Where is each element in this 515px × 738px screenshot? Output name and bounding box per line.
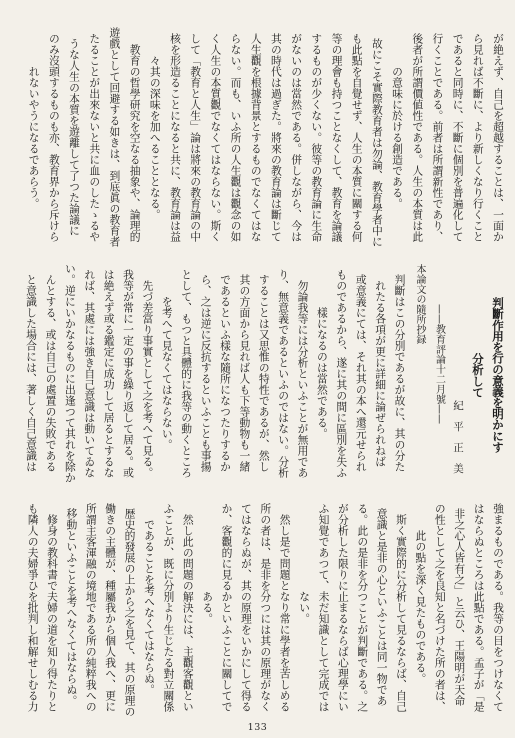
- text-column: を考へて見なくてはならない。: [160, 296, 174, 450]
- text-column: ものであるから、遂に其の間に區別を失ふ: [335, 268, 349, 478]
- text-column: 強まるものである。我等の目をつけなくて: [492, 502, 505, 712]
- text-column: がないのは當然である。併しながら、今は: [290, 32, 304, 242]
- text-column: 先づ差當り事實として之を考へて見る。: [141, 268, 155, 478]
- text-column: することは又思惟の特性であるが、然し: [257, 274, 271, 472]
- article-title: 判斷作用を行の意義を明かにす: [491, 297, 505, 453]
- text-column: 故にこそ實際教育者は勿論、教育學者中に: [370, 27, 384, 247]
- text-column: 非之心人皆有之」と云ひ、王陽明が天命: [453, 508, 467, 706]
- top-tier: [12, 26, 503, 248]
- text-column: 歴史的發展の上から之を見て、其の原理の: [123, 497, 137, 717]
- text-column: 修身の教科書で夫婦の道を知り得たりと: [46, 502, 60, 712]
- text-column: る。此の是非を分つことが判斷である。之: [356, 502, 370, 712]
- middle-tier: [12, 254, 503, 492]
- text-column: うな人生の本質を遊離して了つた論議に: [68, 38, 82, 236]
- text-column: 所の者は、是非を分つには其の原理がなく: [259, 502, 273, 712]
- text-column: 移動といふことを考へなくてはならぬ。: [65, 508, 79, 706]
- author-name: 紀 平 正 美: [452, 400, 464, 474]
- text-column: たることが出來ないと共に血のしたゝるや: [88, 32, 102, 242]
- text-column: が絶えず、自己を超越することは、一面か: [492, 32, 505, 242]
- text-column: り、無意義であるといふのではない。分析: [277, 268, 291, 478]
- text-column: 然し是で問題となり常に學者を苦しめる: [278, 502, 292, 712]
- text-column: ら見れば不斷に、より新しくなり行くこと: [471, 32, 485, 242]
- text-column: 樣になるのは當然である。: [315, 307, 329, 439]
- text-column: も隣人の夫婦爭ひを批判し和解せしむる力: [26, 502, 40, 712]
- text-column: と意識した場合には、著しく自己意識は: [25, 274, 39, 472]
- text-column: 意識と是非の心といふことは同一物であ: [375, 508, 389, 706]
- source-citation: ——教育評論十二月號——: [433, 304, 445, 424]
- text-column: い。逆にいかなるものに出逢つて其れを除か: [63, 263, 77, 483]
- text-column: 其の時代は過ぎた。將來の教育論は斷じて: [269, 32, 283, 242]
- text-column: 人生觀を根據背景とするものでなくてはな: [249, 32, 263, 242]
- text-column: 行くことである。前者は所謂新性であり、: [431, 32, 445, 242]
- text-column: 後者が所謂價値性である。人生の本質は此: [411, 32, 425, 242]
- text-column: 判斷はこの分別であるが故に、其の分た: [393, 274, 407, 472]
- text-column: れないやうになるであらう。: [27, 65, 41, 209]
- text-column: 働きの主體が、種屬我から個人我へ、更に: [104, 502, 118, 712]
- text-column: の意味に於ける創造である。: [391, 65, 405, 209]
- text-column: として、もつと具體的に我等の動くところ: [180, 268, 194, 478]
- text-column: れたる各項が更に詳細に論ぜられねば: [374, 279, 388, 467]
- text-column: 所謂主客渾融の境地である所の純粹我への: [84, 502, 98, 712]
- text-column: か、客觀的に見るかといふことに關してで: [220, 502, 234, 712]
- text-column: であると同時に、不斷に個別を普遍化して: [451, 32, 465, 242]
- text-column: であることを考へなくてはならぬ。: [142, 519, 156, 695]
- text-column: 等の理會も持つことなくして、教育を論議: [330, 32, 344, 242]
- text-column: して「教育と人生」論は將來の教育論の中: [189, 32, 203, 242]
- text-column: 勿論我等には分析といふことが無用であ: [296, 268, 310, 478]
- text-column: の性として之を良知と名づけた所の者は、: [433, 502, 447, 712]
- text-column: ない。: [298, 590, 312, 624]
- text-column: も此點を自覺せず、人生の本質に關する何: [350, 32, 364, 242]
- text-column: れば、其處には強き自己意識は動いてゐな: [83, 268, 97, 478]
- text-column: が分析した限りに止まるならば心理學にい: [336, 502, 350, 712]
- text-column: 然し此の問題の解決には、主觀客觀とい: [181, 502, 195, 712]
- text-column: は絶えず或る鑑定に成功して居るとするな: [102, 268, 116, 478]
- page-number: 133: [247, 722, 268, 733]
- text-column: 核を形造ることになると共に、教育論は益: [169, 32, 182, 242]
- text-column: ふ知覺であつて、未だ知識として完成では: [317, 502, 331, 712]
- text-column: く人生の本質觀でなくてはならない。斯く: [209, 32, 223, 242]
- text-column: のみ沒頭するものも亦、教育界から斥けら: [47, 32, 61, 242]
- article-title-continuation: 分析して: [471, 352, 485, 398]
- bottom-tier: [12, 496, 503, 718]
- text-column: 其の方面から見れば人も下等動物も一緒: [238, 274, 252, 472]
- text-column: んとする、或は自己の處置の失敗である: [44, 274, 58, 472]
- text-column: ふことが、既に分別より生じたる對立關係: [162, 502, 176, 712]
- text-column: はならぬところは此點である。孟子が「是: [472, 502, 486, 712]
- text-column: 遊戲として回避する如きは、到底眞の教育者: [108, 27, 122, 247]
- text-column: らない。而も、いふ所の人生觀は觀念の如: [229, 32, 243, 242]
- text-column: ら、之は逆に反抗するといふことも事揚: [199, 274, 213, 472]
- text-column: 此の點を深く見たものである。: [414, 530, 428, 684]
- text-column: 斯く實際的に分析して見るならば、自己: [395, 502, 409, 712]
- excerpt-note: 本論文の隨所抄録: [414, 264, 425, 344]
- text-column: 々其の深味を加へることとなる。: [148, 54, 162, 220]
- text-column: であるといふ樣な隨所になつたりするか: [218, 274, 232, 472]
- text-column: するものが少くない。彼等の教育論に生命: [310, 32, 324, 242]
- text-column: 我等が常に一定の事を繰り返して居る。或: [122, 268, 136, 478]
- text-column: 或意義にては、それ其の本へ還元せられ: [354, 274, 368, 472]
- middle-tier-body: [17, 254, 405, 492]
- text-column: てはならぬが、其の原理をいかにして得る: [239, 502, 253, 712]
- text-column: ある。: [201, 590, 215, 624]
- text-column: 教育の哲學研究を空なる抽象や、論理的: [128, 32, 142, 242]
